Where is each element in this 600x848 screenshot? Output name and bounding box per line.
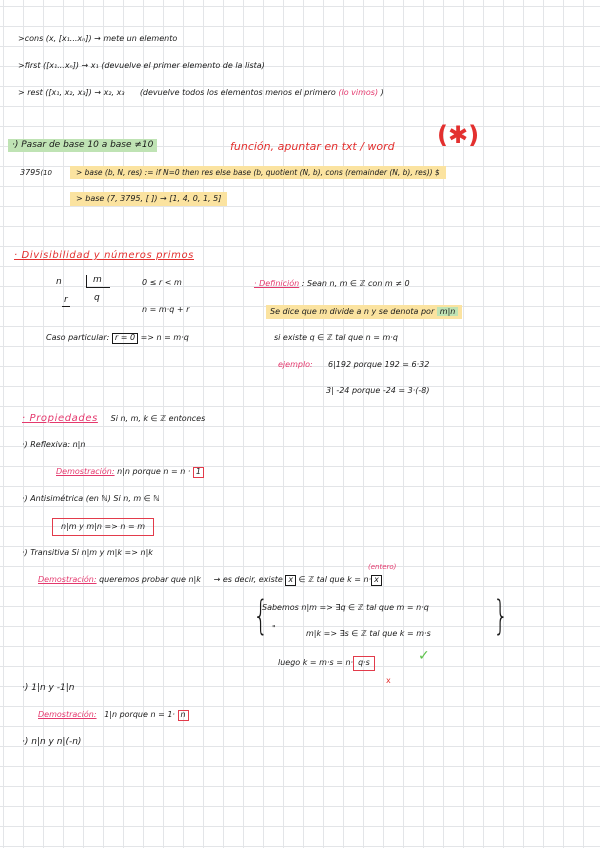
brace-left: { bbox=[253, 593, 269, 639]
reflexiva-demo-label: Demostración: bbox=[56, 467, 115, 476]
sabemos-ditto: " bbox=[272, 624, 276, 633]
example-base: (10 bbox=[40, 169, 52, 177]
cons-line: >cons (x, [x₁...xₙ]) → mete un elemento bbox=[18, 34, 178, 43]
division-inequality: 0 ≤ r < m bbox=[142, 278, 182, 287]
luego-line bbox=[278, 656, 375, 671]
check-icon: ✓ bbox=[418, 648, 430, 664]
property-4-demo-label: Demostración: bbox=[38, 710, 97, 719]
base-bullet: ·) bbox=[12, 140, 19, 150]
property-4-demo-text: 1|n porque n = 1· bbox=[104, 710, 175, 719]
division-q: q bbox=[94, 293, 100, 303]
property-5: ·) n|n y n|(-n) bbox=[22, 737, 82, 747]
sabemos-1: Sabemos n|m => ∃q ∈ ℤ tal que m = n·q bbox=[262, 603, 429, 612]
base-call-code: > base (7, 3795, [ ]) → [1, 4, 0, 1, 5] bbox=[70, 192, 227, 206]
transitiva-box-1: x bbox=[285, 575, 296, 586]
ejemplo-label: ejemplo: bbox=[278, 360, 313, 369]
antisimetrica-box: n|m y m|n => n = m bbox=[52, 518, 154, 536]
antisimetrica: ·) Antisimétrica (en ℕ) Si n, m ∈ ℕ bbox=[22, 494, 160, 503]
definition-text: : Sean n, m ∈ ℤ con m ≠ 0 bbox=[301, 279, 410, 288]
brace-right: } bbox=[493, 593, 509, 639]
property-4-demo-box: n bbox=[178, 710, 189, 721]
transitiva: ·) Transitiva Si n|m y m|k => n|k bbox=[22, 548, 153, 557]
luego-box: q·s bbox=[353, 656, 375, 671]
transitiva-box-2: x bbox=[371, 575, 382, 586]
star-icon: (✱) bbox=[437, 121, 480, 149]
transitiva-exists: ∈ ℤ tal que k = n· bbox=[298, 575, 372, 584]
transitiva-entero: (entero) bbox=[368, 563, 397, 571]
existe-line: si existe q ∈ ℤ tal que n = m·q bbox=[274, 333, 398, 342]
properties-intro: Si n, m, k ∈ ℤ entonces bbox=[110, 414, 206, 423]
sabemos-2: m|k => ∃s ∈ ℤ tal que k = m·s bbox=[306, 629, 431, 638]
first-line: >first ([x₁...xₙ]) → x₁ (devuelve el primer elemento de la lista) bbox=[18, 61, 265, 70]
base-heading-text: Pasar de base 10 a base ≠10 bbox=[21, 140, 154, 150]
particular-label: Caso particular: bbox=[46, 333, 110, 342]
division-n: n bbox=[56, 277, 62, 287]
reflexiva-demo-box: 1 bbox=[193, 467, 204, 478]
rest-description: (devuelve todos los elementos menos el primero bbox=[139, 88, 336, 97]
properties-heading: · Propiedades bbox=[22, 413, 98, 424]
reflexiva-demo bbox=[56, 467, 204, 478]
luego-text: luego k = m·s = n· bbox=[278, 658, 354, 667]
division-equation: n = m·q + r bbox=[142, 305, 190, 314]
rest-code: > rest ([x₁, x₂, x₃]) → x₂, x₃ bbox=[18, 88, 125, 97]
definition-line bbox=[254, 279, 410, 289]
example-num: 3795 bbox=[20, 168, 41, 177]
reflexiva-demo-text: n|n porque n = n · bbox=[117, 467, 191, 476]
transitiva-demo-label: Demostración: bbox=[38, 575, 97, 584]
reflexiva: ·) Reflexiva: n|n bbox=[22, 440, 86, 449]
se-dice-line bbox=[266, 305, 462, 319]
base-heading bbox=[8, 139, 157, 152]
se-dice-text: Se dice que m divide a n y se denota por bbox=[270, 307, 435, 316]
base-definition-code: > base (b, N, res) := if N=0 then res else base (b, quotient (N, b), cons (remainder (N, b), res)) $ bbox=[70, 166, 446, 179]
property-4-demo bbox=[38, 710, 189, 721]
division-m: m bbox=[86, 275, 110, 288]
example-number bbox=[20, 168, 52, 178]
rest-close: ) bbox=[380, 88, 384, 97]
rest-note: (lo vimos) bbox=[338, 88, 379, 97]
red-note: función, apuntar en txt / word bbox=[230, 140, 395, 153]
se-dice-highlight: m|n bbox=[437, 307, 459, 316]
particular-case bbox=[46, 333, 189, 344]
ejemplo-2: 3| -24 porque -24 = 3·(-8) bbox=[326, 386, 430, 395]
rest-line bbox=[18, 88, 384, 98]
division-r: r bbox=[62, 295, 70, 307]
particular-result: => n = m·q bbox=[140, 333, 189, 342]
transitiva-arrow-text: → es decir, existe bbox=[213, 575, 283, 584]
divisibility-heading: · Divisibilidad y números primos bbox=[14, 250, 194, 261]
definition-label: · Definición bbox=[254, 279, 300, 288]
luego-x: x bbox=[386, 676, 391, 685]
particular-box: r = 0 bbox=[112, 333, 138, 344]
ejemplo-1: 6|192 porque 192 = 6·32 bbox=[328, 360, 430, 369]
transitiva-demo-text: queremos probar que n|k bbox=[99, 575, 201, 584]
properties-header bbox=[22, 413, 205, 426]
transitiva-demo bbox=[38, 575, 382, 586]
property-4: ·) 1|n y -1|n bbox=[22, 683, 75, 693]
